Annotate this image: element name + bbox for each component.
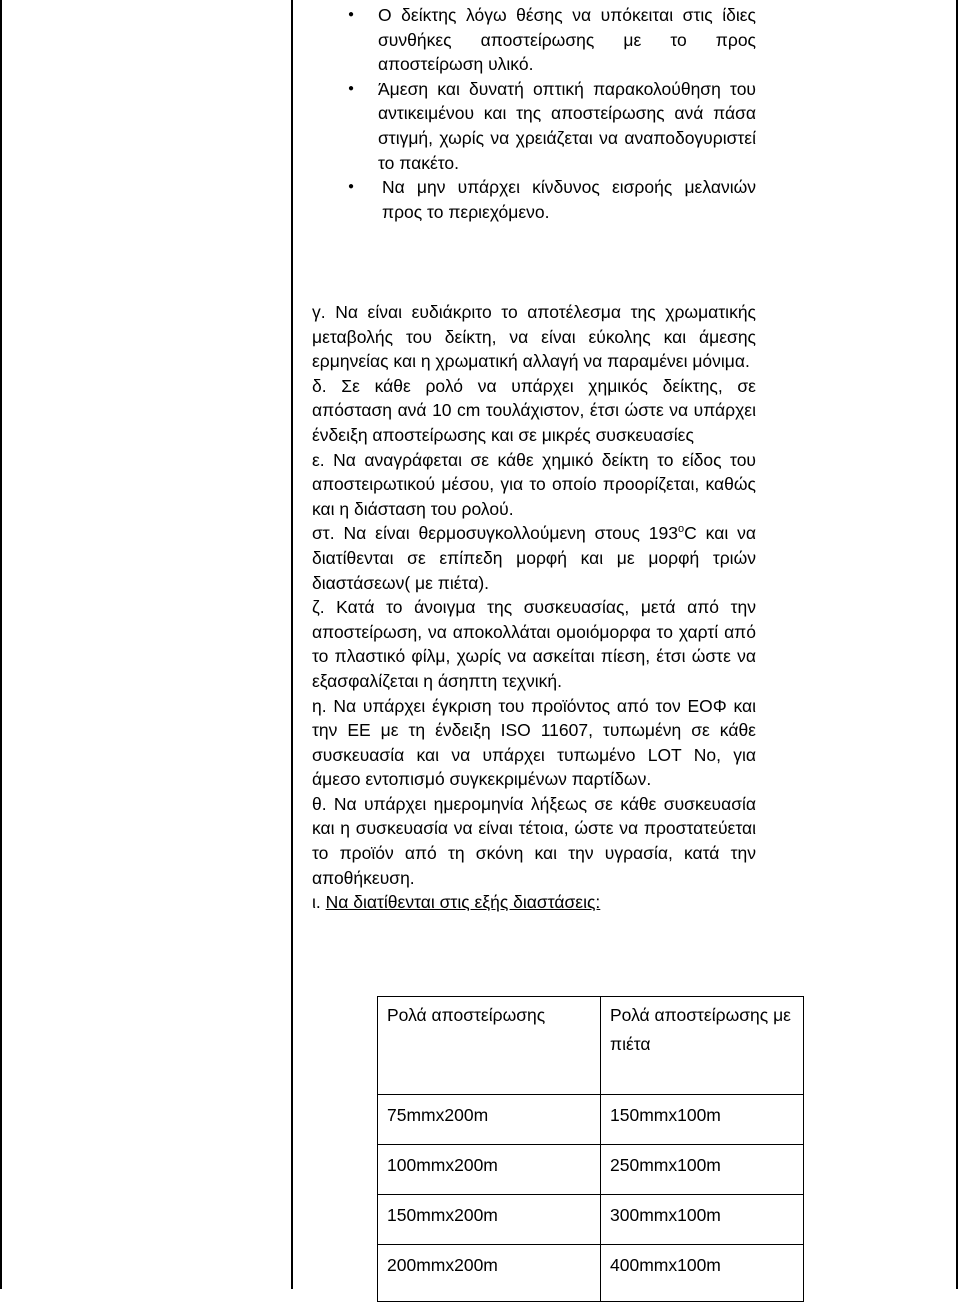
paragraph-th: θ. Να υπάρχει ημερομηνία λήξεως σε κάθε συσκευασία και η συσκευασία να είναι τέτοια, ώστε να προστατεύεται το προϊόν από τη σκόνη και την υγρασία, κατά την αποθήκευση. [312, 793, 756, 888]
bullet-item: ● Να μην υπάρχει κίνδυνος εισροής μελανιών προς το περιεχόμενο. [378, 175, 756, 224]
table-row [378, 1145, 804, 1195]
table-border-middle [291, 0, 293, 1289]
paragraph-d: δ. Σε κάθε ρολό να υπάρχει χημικός δείκτης, σε απόσταση ανά 10 cm τουλάχιστον, έτσι ώστε να υπάρχει ένδειξη αποστείρωσης και σε μικρές συσκευασίες [312, 375, 756, 445]
paragraph-st-text-end: C και να διατίθενται σε επίπεδη μορφή και με μορφή τριών διαστάσεων( με πιέτα). [312, 523, 756, 593]
bullet-list [378, 3, 756, 224]
table-border-right [956, 0, 958, 1289]
table-cell: 100mmx200m [378, 1145, 601, 1195]
paragraph-iota-heading: Να διατίθενται στις εξής διαστάσεις: [325, 892, 601, 913]
table-cell: 75mmx200m [378, 1095, 601, 1145]
table-header-cell: Ρολά αποστείρωσης [378, 997, 601, 1095]
table-border-left [0, 0, 2, 1289]
table-cell: 150mmx100m [601, 1095, 804, 1145]
table-cell: 300mmx100m [601, 1195, 804, 1245]
paragraph-e: ε. Να αναγράφεται σε κάθε χημικό δείκτη το είδος του αποστειρωτικού μέσου, για το οποίο προορίζεται, καθώς και η διάσταση του ρολού. [312, 449, 756, 519]
paragraph-z: ζ. Κατά το άνοιγμα της συσκευασίας, μετά από την αποστείρωση, να αποκολλάται ομοιόμορφα το χαρτί από το πλαστικό φίλμ, χωρίς να ασκείται πίεση, έτσι ώστε να εξασφαλίζεται η άσηπτη τεχνική. [312, 597, 756, 691]
table-cell: 200mmx200m [378, 1245, 601, 1302]
table-header-row [378, 997, 804, 1095]
paragraph-st [312, 521, 756, 595]
table-cell: 400mmx100m [601, 1245, 804, 1302]
dimensions-table [377, 996, 804, 1302]
spec-paragraphs [312, 300, 756, 915]
paragraph-st-text: στ. Να είναι θερμοσυγκολλούμενη στους 193 [312, 523, 678, 544]
table-cell: 150mmx200m [378, 1195, 601, 1245]
bullet-item: ● Άμεση και δυνατή οπτική παρακολούθηση του αντικειμένου και της αποστείρωσης ανά πάσα στιγμή, χωρίς να χρειάζεται να αναποδογυριστεί το πακέτο. [378, 77, 756, 175]
paragraph-iota-prefix: ι. [312, 892, 326, 913]
bullet-item: ● Ο δείκτης λόγω θέσης να υπόκειται στις ίδιες συνθήκες αποστείρωσης με το προς αποστείρωση υλικό. [378, 3, 756, 77]
table-row [378, 1095, 804, 1145]
paragraph-i: η. Να υπάρχει έγκριση του προϊόντος από τον ΕΟΦ και την ΕΕ με τη ένδειξη ISO 11607, τυπωμένη σε κάθε συσκευασία και να υπάρχει τυπωμένο LOT No, για άμεσο εντοπισμό συγκεκριμένων παρτίδων. [312, 695, 756, 790]
table-row [378, 1195, 804, 1245]
table-cell: 250mmx100m [601, 1145, 804, 1195]
paragraph-iota [312, 890, 756, 915]
table-row [378, 1245, 804, 1302]
table-header-cell: Ρολά αποστείρωσης με πιέτα [601, 997, 804, 1095]
degree-superscript: ο [678, 523, 685, 536]
paragraph-g: γ. Να είναι ευδιάκριτο το αποτέλεσμα της χρωματικής μεταβολής του δείκτη, να είναι εύκολης και άμεσης ερμηνείας και η χρωματική αλλαγή να παραμένει μόνιμα. [312, 302, 756, 372]
